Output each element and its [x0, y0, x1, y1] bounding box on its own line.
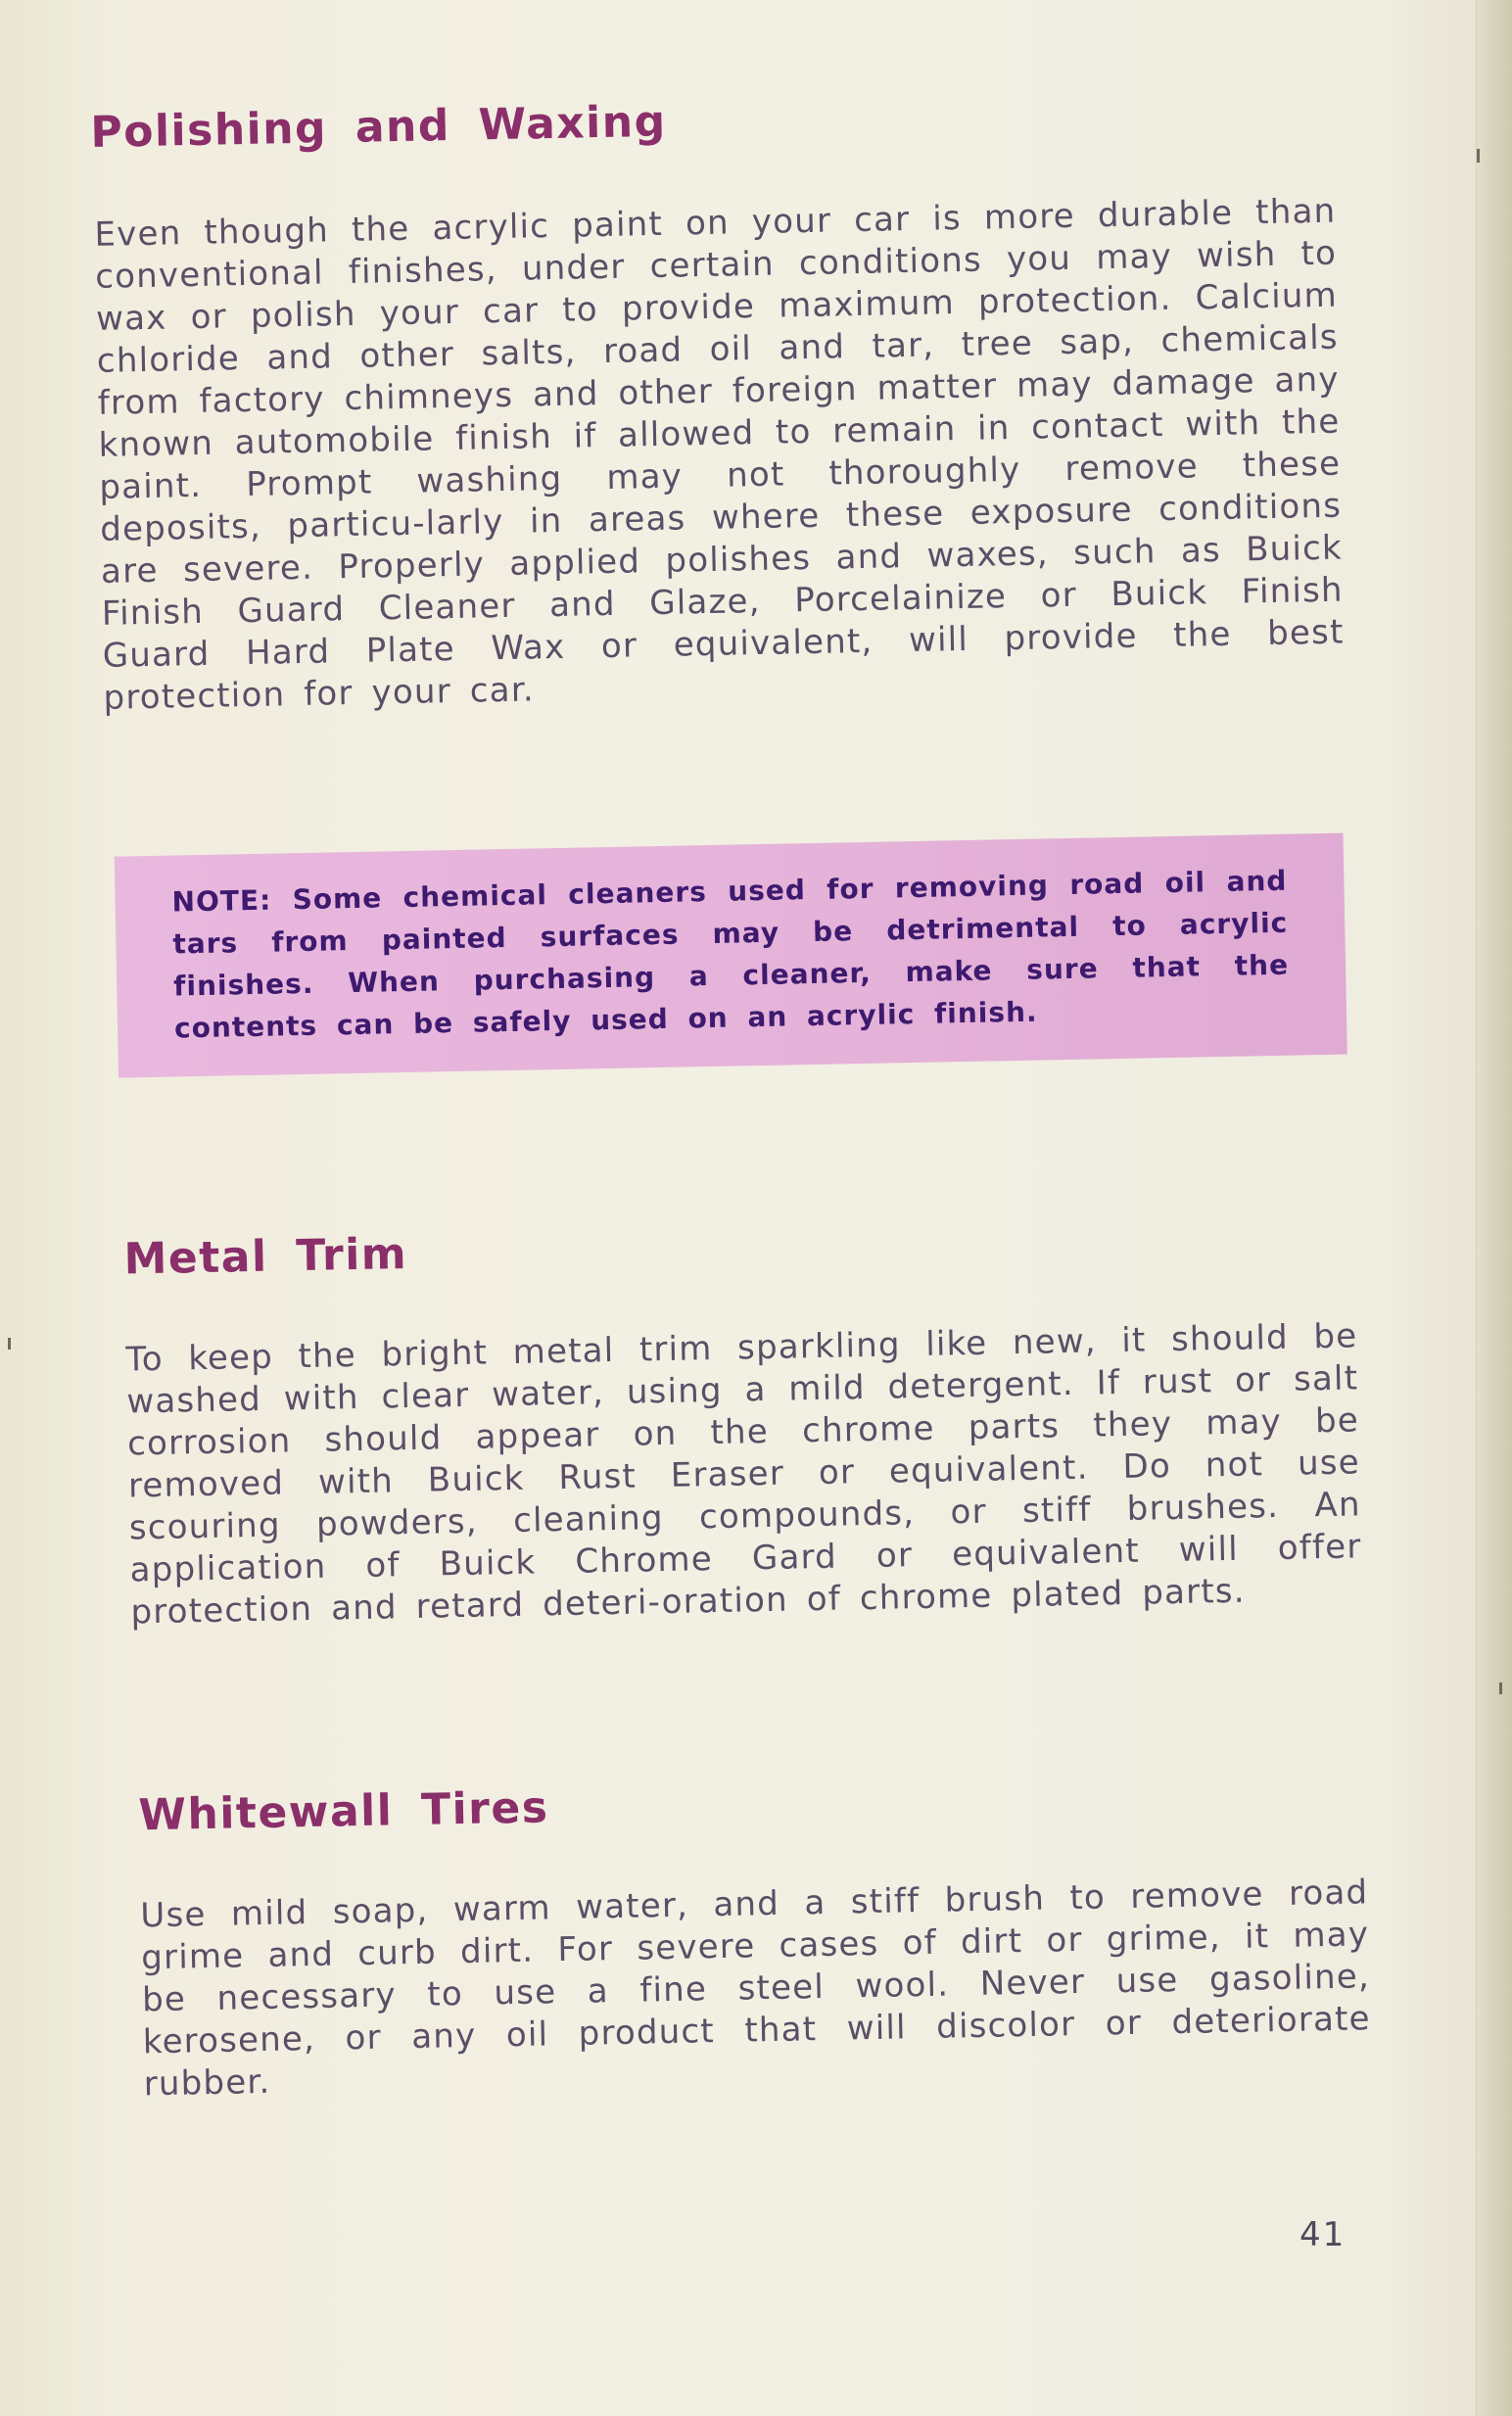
page-number: 41	[1299, 2215, 1347, 2254]
whitewall-tires-section	[138, 1767, 1372, 2106]
margin-mark	[1477, 149, 1480, 163]
section-title-metal-trim: Metal Trim	[123, 1228, 408, 1285]
whitewall-tires-paragraph: Use mild soap, warm water, and a stiff brush to remove road grime and curb dirt. For severe cases of dirt or grime, it may be necessary to use a fine steel wool. Never use gasoline, kerosene, or any oil product that will discolor or deteriorate rubber.	[140, 1872, 1372, 2105]
margin-mark	[8, 1338, 11, 1350]
page-content	[90, 84, 1372, 2107]
metal-trim-section	[123, 1210, 1363, 1634]
section-title-whitewall-tires: Whitewall Tires	[137, 1782, 549, 1841]
polishing-waxing-paragraph: Even though the acrylic paint on your car is more durable than conventional finishes, under certain conditions you may wish to wax or polish your car to provide maximum protection. Calcium chloride and other salts, road oil and tar, tree sap, chemicals from factory chimneys and other foreign matter may damage any known automobile finish if allowed to remain in contact with the paint. Prompt washing may not thoroughly remove these deposits, particu-larly in areas where these exposure conditions are severe. Properly applied polishes and waxes, such as Buick Finish Guard Cleaner and Glaze, Porcelainize or Buick Finish Guard Hard Plate Wax or equivalent, will provide the best protection for your car.	[94, 191, 1345, 718]
note-callout	[115, 833, 1347, 1078]
page-edge	[1476, 0, 1512, 2416]
note-text: NOTE: Some chemical cleaners used for removing road oil and tars from painted surfaces may be detrimental to acrylic finishes. When purchasing a cleaner, make sure that the contents can be safely used on an acrylic finish.	[171, 864, 1290, 1045]
margin-mark	[1499, 1682, 1502, 1694]
polishing-waxing-section	[90, 84, 1346, 720]
section-title-polishing-waxing: Polishing and Waxing	[90, 96, 668, 158]
metal-trim-paragraph: To keep the bright metal trim sparkling like new, it should be washed with clear water, using a mild detergent. If rust or salt corrosion should appear on the chrome parts they may be removed with Buick Rust Eraser or equivalent. Do not use scouring powders, cleaning compounds, or stiff brushes. An application of Buick Chrome Gard or equivalent will offer protection and retard deteri-oration of chrome plated parts.	[125, 1316, 1362, 1633]
